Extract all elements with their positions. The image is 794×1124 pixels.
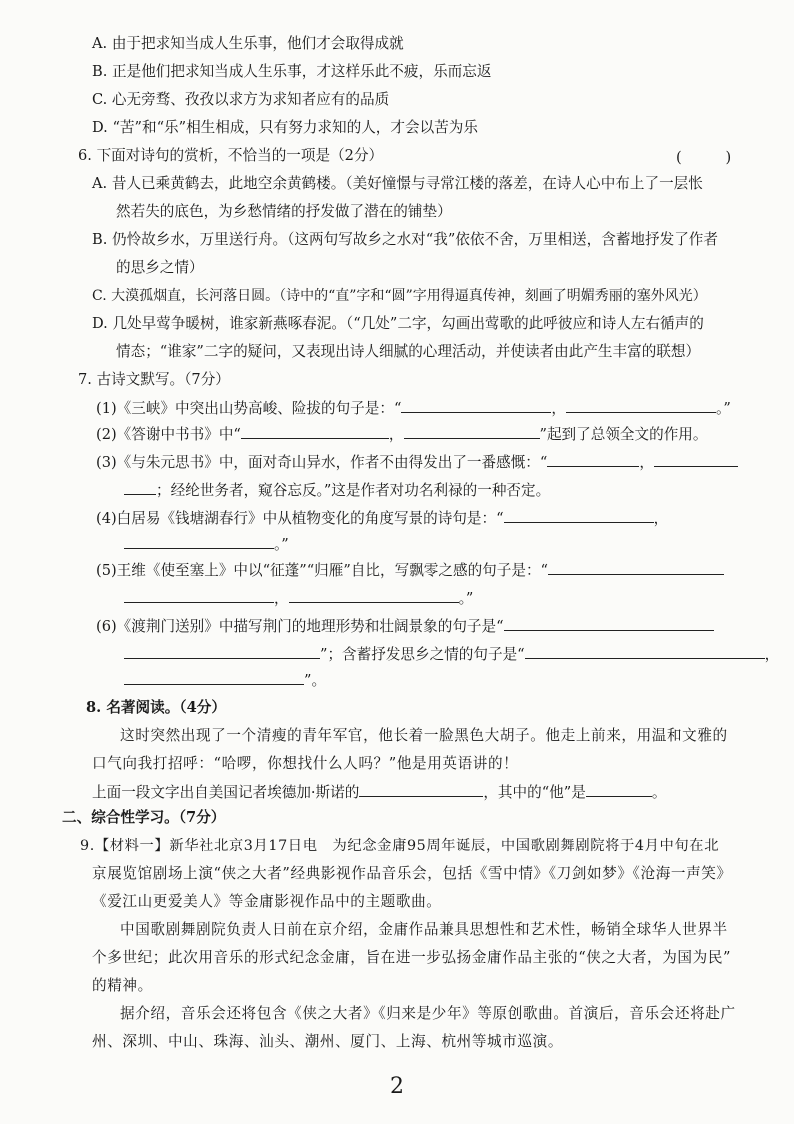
q7-1-prompt: (1)《三峡》中突出山势高峻、险拔的句子是：“ — [96, 400, 402, 417]
q7-6-mid: ”；含蓄抒发思乡之情的句子是“ — [320, 646, 525, 663]
q7-2-blank-a[interactable] — [241, 424, 389, 439]
q7-5-blank-a[interactable] — [548, 560, 724, 575]
comma: ， — [639, 454, 654, 471]
q7-4-end: 。” — [274, 536, 289, 553]
q7-6-prompt: (6)《渡荆门送别》中描写荆门的地理形势和壮阔景象的句子是“ — [96, 618, 504, 635]
q6-option-a-line2: 然若失的底色，为乡愁情绪的抒发做了潜在的铺垫） — [116, 203, 452, 220]
q8-passage-line1: 这时突然出现了一个清瘦的青年军官，他长着一脸黑色大胡子。他走上前来，用温和文雅的 — [120, 727, 728, 744]
section-2-heading: 二、综合性学习。（7分） — [62, 809, 226, 826]
comma: ， — [551, 400, 567, 417]
q6-option-c: C. 大漠孤烟直，长河落日圆。（诗中的“直”字和“圆”字用得逼真传神，刻画了明媚秀丽的塞外风光） — [92, 288, 707, 304]
q6-option-d-line1: D. 几处早莺争暖树，谁家新燕啄春泥。（“几处”二字，勾画出莺歌的此呼彼应和诗人左右循声的 — [92, 315, 704, 332]
close-quote: 。” — [716, 400, 731, 417]
q7-5-end: 。” — [458, 590, 474, 607]
q8-prompt-a: 上面一段文字出自美国记者埃德加·斯诺的 — [92, 784, 360, 801]
q5-option-b: B. 正是他们把求知当成人生乐事，才这样乐此不疲，乐而忘返 — [92, 63, 492, 80]
q8-question — [92, 782, 666, 803]
q7-item-5-line2 — [124, 588, 473, 609]
q7-6-blank-d[interactable] — [124, 670, 304, 685]
period: 。 — [651, 784, 667, 801]
q7-3-suffix: ；经纶世务者，窥谷忘反。”这是作者对功名利禄的一种否定。 — [156, 482, 551, 499]
q8-blank-book[interactable] — [359, 782, 483, 797]
q7-6-blank-a[interactable] — [504, 616, 714, 631]
q7-stem: 7. 古诗文默写。（7分） — [78, 371, 230, 388]
q9-material1-line2: 京展览馆剧场上演“侠之大者”经典影视作品音乐会，包括《雪中情》《刀剑如梦》《沧海一声笑》 — [92, 865, 732, 882]
q7-2-prompt: (2)《答谢中书书》中“ — [96, 426, 241, 443]
q6-option-d-line2: 情态；“谁家”二字的疑问，又表现出诗人细腻的心理活动，并使读者由此产生丰富的联想） — [116, 343, 701, 360]
q7-5-prompt: (5)王维《使至塞上》中以“征蓬”“归雁”自比，写飘零之感的句子是：“ — [96, 562, 549, 579]
q8-passage-line2: 口气向我打招呼：“哈啰，你想找什么人吗？”他是用英语讲的！ — [92, 755, 519, 772]
q9-material1-line3: 《爱江山更爱美人》等金庸影视作品中的主题歌曲。 — [92, 893, 442, 910]
q5-option-d: D. “苦”和“乐”相生相成，只有努力求知的人，才会以苦为乐 — [92, 119, 478, 136]
q7-6-end: ”。 — [304, 672, 327, 689]
q6-option-b-line2: 的思乡之情） — [116, 259, 204, 276]
q7-2-blank-b[interactable] — [404, 424, 540, 439]
comma: ， — [274, 590, 289, 607]
q7-item-4-line1 — [96, 508, 668, 529]
q6-option-a-line1: A. 昔人已乘黄鹤去，此地空余黄鹤楼。（美好憧憬与寻常江楼的落差，在诗人心中布上了一层怅 — [92, 175, 703, 192]
q7-item-1 — [96, 398, 731, 419]
q9-material1-line7: 据介绍，音乐会还将包含《侠之大者》《归来是少年》等原创歌曲。首演后，音乐会还将赴广 — [120, 1005, 736, 1022]
q7-2-suffix: ”起到了总领全文的作用。 — [539, 426, 708, 443]
q6-stem: 6. 下面对诗句的赏析，不恰当的一项是（2分） — [78, 147, 384, 164]
q7-3-blank-b[interactable] — [654, 452, 738, 467]
q9-material1-line6: 的精神。 — [92, 977, 153, 994]
q7-3-blank-a[interactable] — [547, 452, 639, 467]
q9-material1-line5: 个多世纪；此次用音乐的形式纪念金庸，旨在进一步弘扬金庸作品主张的“侠之大者，为国为民” — [92, 949, 732, 966]
q7-5-blank-b[interactable] — [124, 588, 274, 603]
q6-option-b-line1: B. 仍怜故乡水，万里送行舟。（这两句写故乡之水对“我”依依不舍，万里相送，含蓄地抒发了作者 — [92, 231, 718, 248]
q5-option-a: A. 由于把求知当成人生乐事，他们才会取得成就 — [92, 35, 404, 52]
q7-3-blank-c[interactable] — [124, 480, 156, 495]
q7-4-blank-a[interactable] — [504, 508, 654, 523]
q9-material1-line4: 中国歌剧舞剧院负责人日前在京介绍，金庸作品兼具思想性和艺术性，畅销全球华人世界半 — [120, 921, 728, 938]
q7-item-6-line2 — [124, 644, 779, 665]
q7-item-4-line2 — [124, 534, 289, 555]
q7-3-prompt: (3)《与朱元思书》中，面对奇山异水，作者不由得发出了一番感慨：“ — [96, 454, 548, 471]
q7-item-6-line3 — [124, 670, 326, 691]
q9-material1-line8: 州、深圳、中山、珠海、汕头、潮州、厦门、上海、杭州等城市巡演。 — [92, 1033, 564, 1050]
q8-stem: 8. 名著阅读。（4分） — [86, 699, 226, 716]
q7-item-2 — [96, 424, 708, 445]
q7-item-6-line1 — [96, 616, 714, 637]
q7-6-blank-b[interactable] — [124, 644, 320, 659]
q5-option-c: C. 心无旁骛、孜孜以求方为求知者应有的品质 — [92, 91, 390, 108]
comma: ， — [653, 510, 669, 527]
comma: ， — [388, 426, 404, 443]
q7-item-3-line2 — [124, 480, 550, 501]
comma: ， — [764, 646, 780, 663]
q8-blank-person[interactable] — [586, 782, 652, 797]
q7-5-blank-c[interactable] — [289, 588, 459, 603]
q7-1-blank-b[interactable] — [566, 398, 716, 413]
q6-answer-paren[interactable]: ( ) — [676, 149, 732, 166]
q7-6-blank-c[interactable] — [525, 644, 765, 659]
page-number: 2 — [390, 1074, 404, 1099]
q7-item-3-line1 — [96, 452, 738, 473]
q9-material1-line1: 9.【材料一】新华社北京3月17日电 为纪念金庸95周年诞辰，中国歌剧舞剧院将于4月中旬在北 — [80, 838, 720, 854]
q7-4-blank-b[interactable] — [124, 534, 274, 549]
q7-item-5-line1 — [96, 560, 724, 581]
q8-prompt-b: ，其中的“他”是 — [483, 784, 586, 801]
q7-4-prompt: (4)白居易《钱塘湖春行》中从植物变化的角度写景的诗句是：“ — [96, 510, 504, 527]
q7-1-blank-a[interactable] — [401, 398, 551, 413]
